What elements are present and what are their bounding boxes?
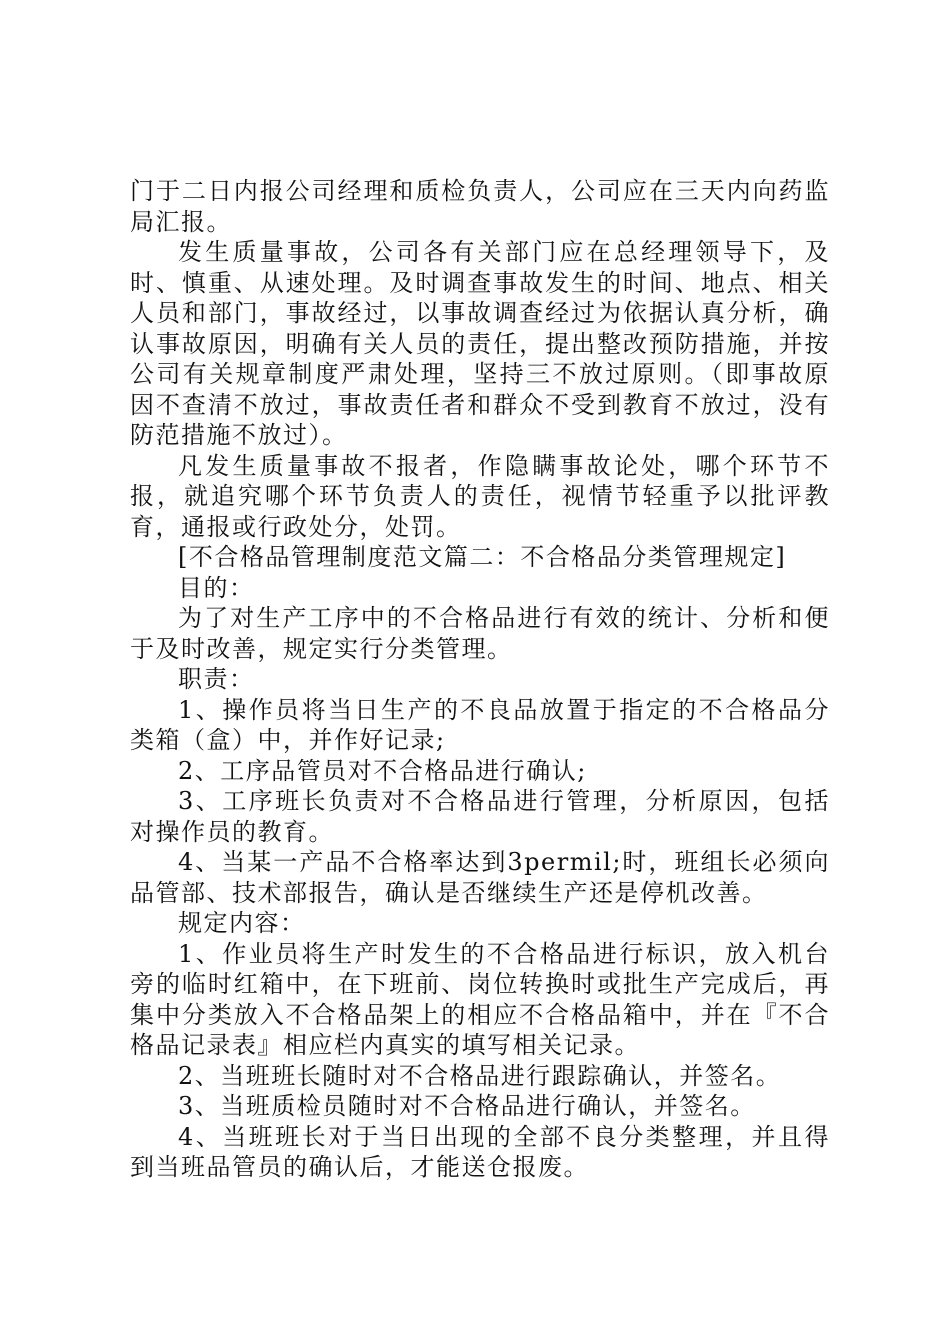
regulation-item-2: 2、当班班长随时对不合格品进行跟踪确认，并签名。	[178, 1061, 782, 1090]
responsibility-item-1: 1、操作员将当日生产的不良品放置于指定的不合格品分类箱（盒）中，并作好记录;	[130, 695, 830, 754]
responsibilities-heading: 职责：	[178, 665, 255, 693]
regulation-item-1: 1、作业员将生产时发生的不合格品进行标识，放入机台旁的临时红箱中，在下班前、岗位转换时或批生产完成后，再集中分类放入不合格品架上的相应不合格品箱中，并在『不合格品记录表』相应栏内真实的填写相关记录。	[130, 939, 830, 1059]
purpose-heading: 目的：	[178, 573, 255, 602]
paragraph-unreported-accident: 凡发生质量事故不报者，作隐瞒事故论处，哪个环节不报，就追究哪个环节负责人的责任，视情节轻重予以批评教育，通报或行政处分，处罚。	[130, 451, 830, 541]
regulation-item-4: 4、当班班长对于当日出现的全部不良分类整理，并且得到当班品管员的确认后，才能送仓报废。	[130, 1122, 830, 1181]
paragraph-report-deadline: 门于二日内报公司经理和质检负责人，公司应在三天内向药监局汇报。	[130, 177, 830, 236]
regulation-item-3: 3、当班质检员随时对不合格品进行确认，并签名。	[178, 1092, 756, 1120]
regulations-heading: 规定内容：	[178, 909, 306, 937]
responsibility-item-4: 4、当某一产品不合格率达到3permil;时，班组长必须向品管部、技术部报告，确认是否继续生产还是停机改善。	[130, 848, 830, 907]
responsibility-item-2: 2、工序品管员对不合格品进行确认;	[178, 756, 587, 785]
document-body	[130, 176, 830, 1183]
purpose-text: 为了对生产工序中的不合格品进行有效的统计、分析和便于及时改善，规定实行分类管理。	[130, 604, 830, 663]
responsibility-item-3: 3、工序班长负责对不合格品进行管理，分析原因，包括对操作员的教育。	[130, 787, 830, 846]
section-heading: [不合格品管理制度范文篇二：不合格品分类管理规定]	[178, 543, 787, 571]
paragraph-accident-handling: 发生质量事故，公司各有关部门应在总经理领导下，及时、慎重、从速处理。及时调查事故发生的时间、地点、相关人员和部门，事故经过，以事故调查经过为依据认真分析，确认事故原因，明确有关人员的责任，提出整改预防措施，并按公司有关规章制度严肃处理，坚持三不放过原则。（即事故原因不查清不放过，事故责任者和群众不受到教育不放过，没有防范措施不放过）。	[130, 238, 830, 449]
